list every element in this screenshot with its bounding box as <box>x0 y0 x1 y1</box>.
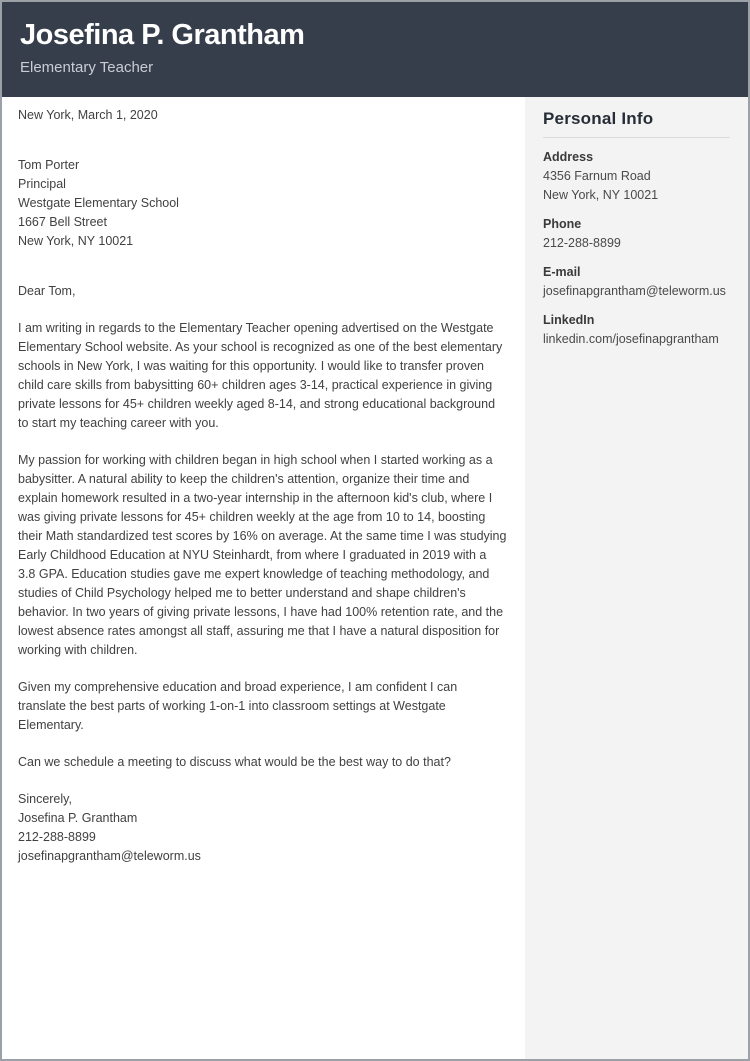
signature-name: Josefina P. Grantham <box>18 811 138 825</box>
sidebar-section-address <box>543 148 730 205</box>
closing-word: Sincerely, <box>18 792 72 806</box>
recipient-name: Tom Porter <box>18 158 80 172</box>
recipient-block <box>18 156 507 251</box>
letter-paragraph: My passion for working with children began in high school when I started working as a babysitter. A natural ability to keep the children's attention, organize their time and explain homework resulted in a two-year internship in the afternoon kid's club, where I was giving private lessons for 45+ children weekly at the age from 10 to 14, boosting their Math standardized test scores by 16% on average. At the same time I was studying Early Childhood Education at NYU Steinhardt, from where I graduated in 2019 with a 3.8 GPA. Education studies gave me expert knowledge of teaching methodology, and studies of Child Psychology helped me to better understand and shape children's behavior. In two years of giving private lessons, I have had 100% retention rate, and the lowest absence rates amongst all staff, assuring me that I have a natural disposition for working with children. <box>18 453 507 657</box>
sidebar-section-email <box>543 263 730 301</box>
address-label: Address <box>543 150 594 164</box>
sidebar-section-phone <box>543 215 730 253</box>
applicant-job-title: Elementary Teacher <box>20 59 154 76</box>
recipient-role: Principal <box>18 177 66 191</box>
recipient-street: 1667 Bell Street <box>18 215 107 229</box>
email-label: E-mail <box>543 265 581 279</box>
recipient-city: New York, NY 10021 <box>18 234 134 248</box>
linkedin-label: LinkedIn <box>543 313 595 327</box>
personal-info-sidebar <box>525 97 748 1059</box>
address-line: 4356 Farnum Road <box>543 169 651 183</box>
letter-body <box>2 97 525 1059</box>
letter-date: New York, March 1, 2020 <box>18 108 158 122</box>
closing-block <box>18 790 507 866</box>
page-content <box>2 97 748 1059</box>
letter-paragraph: I am writing in regards to the Elementary Teacher opening advertised on the Westgate Elementary School website. As your school is recognized as one of the best elementary schools in New York, I was waiting for this opportunity. I would like to transfer proven child care skills from babysitting 60+ children ages 3-14, practical experience in giving private lessons for 45+ children weekly aged 8-14, and strong educational background to start my teaching career with you. <box>18 321 503 430</box>
letter-header <box>2 2 748 97</box>
phone-value: 212-288-8899 <box>543 236 621 250</box>
salutation: Dear Tom, <box>18 284 76 298</box>
letter-paragraph: Can we schedule a meeting to discuss what would be the best way to do that? <box>18 755 451 769</box>
recipient-organization: Westgate Elementary School <box>18 196 179 210</box>
signature-phone: 212-288-8899 <box>18 830 96 844</box>
sidebar-heading: Personal Info <box>543 108 730 138</box>
address-line: New York, NY 10021 <box>543 188 659 202</box>
email-value: josefinapgrantham@teleworm.us <box>543 284 726 298</box>
signature-email: josefinapgrantham@teleworm.us <box>18 849 201 863</box>
linkedin-value: linkedin.com/josefinapgrantham <box>543 332 719 346</box>
letter-paragraph: Given my comprehensive education and broad experience, I am confident I can translate the best parts of working 1-on-1 into classroom settings at Westgate Elementary. <box>18 680 458 732</box>
applicant-name: Josefina P. Grantham <box>20 19 305 51</box>
phone-label: Phone <box>543 217 582 231</box>
sidebar-section-linkedin <box>543 311 730 349</box>
